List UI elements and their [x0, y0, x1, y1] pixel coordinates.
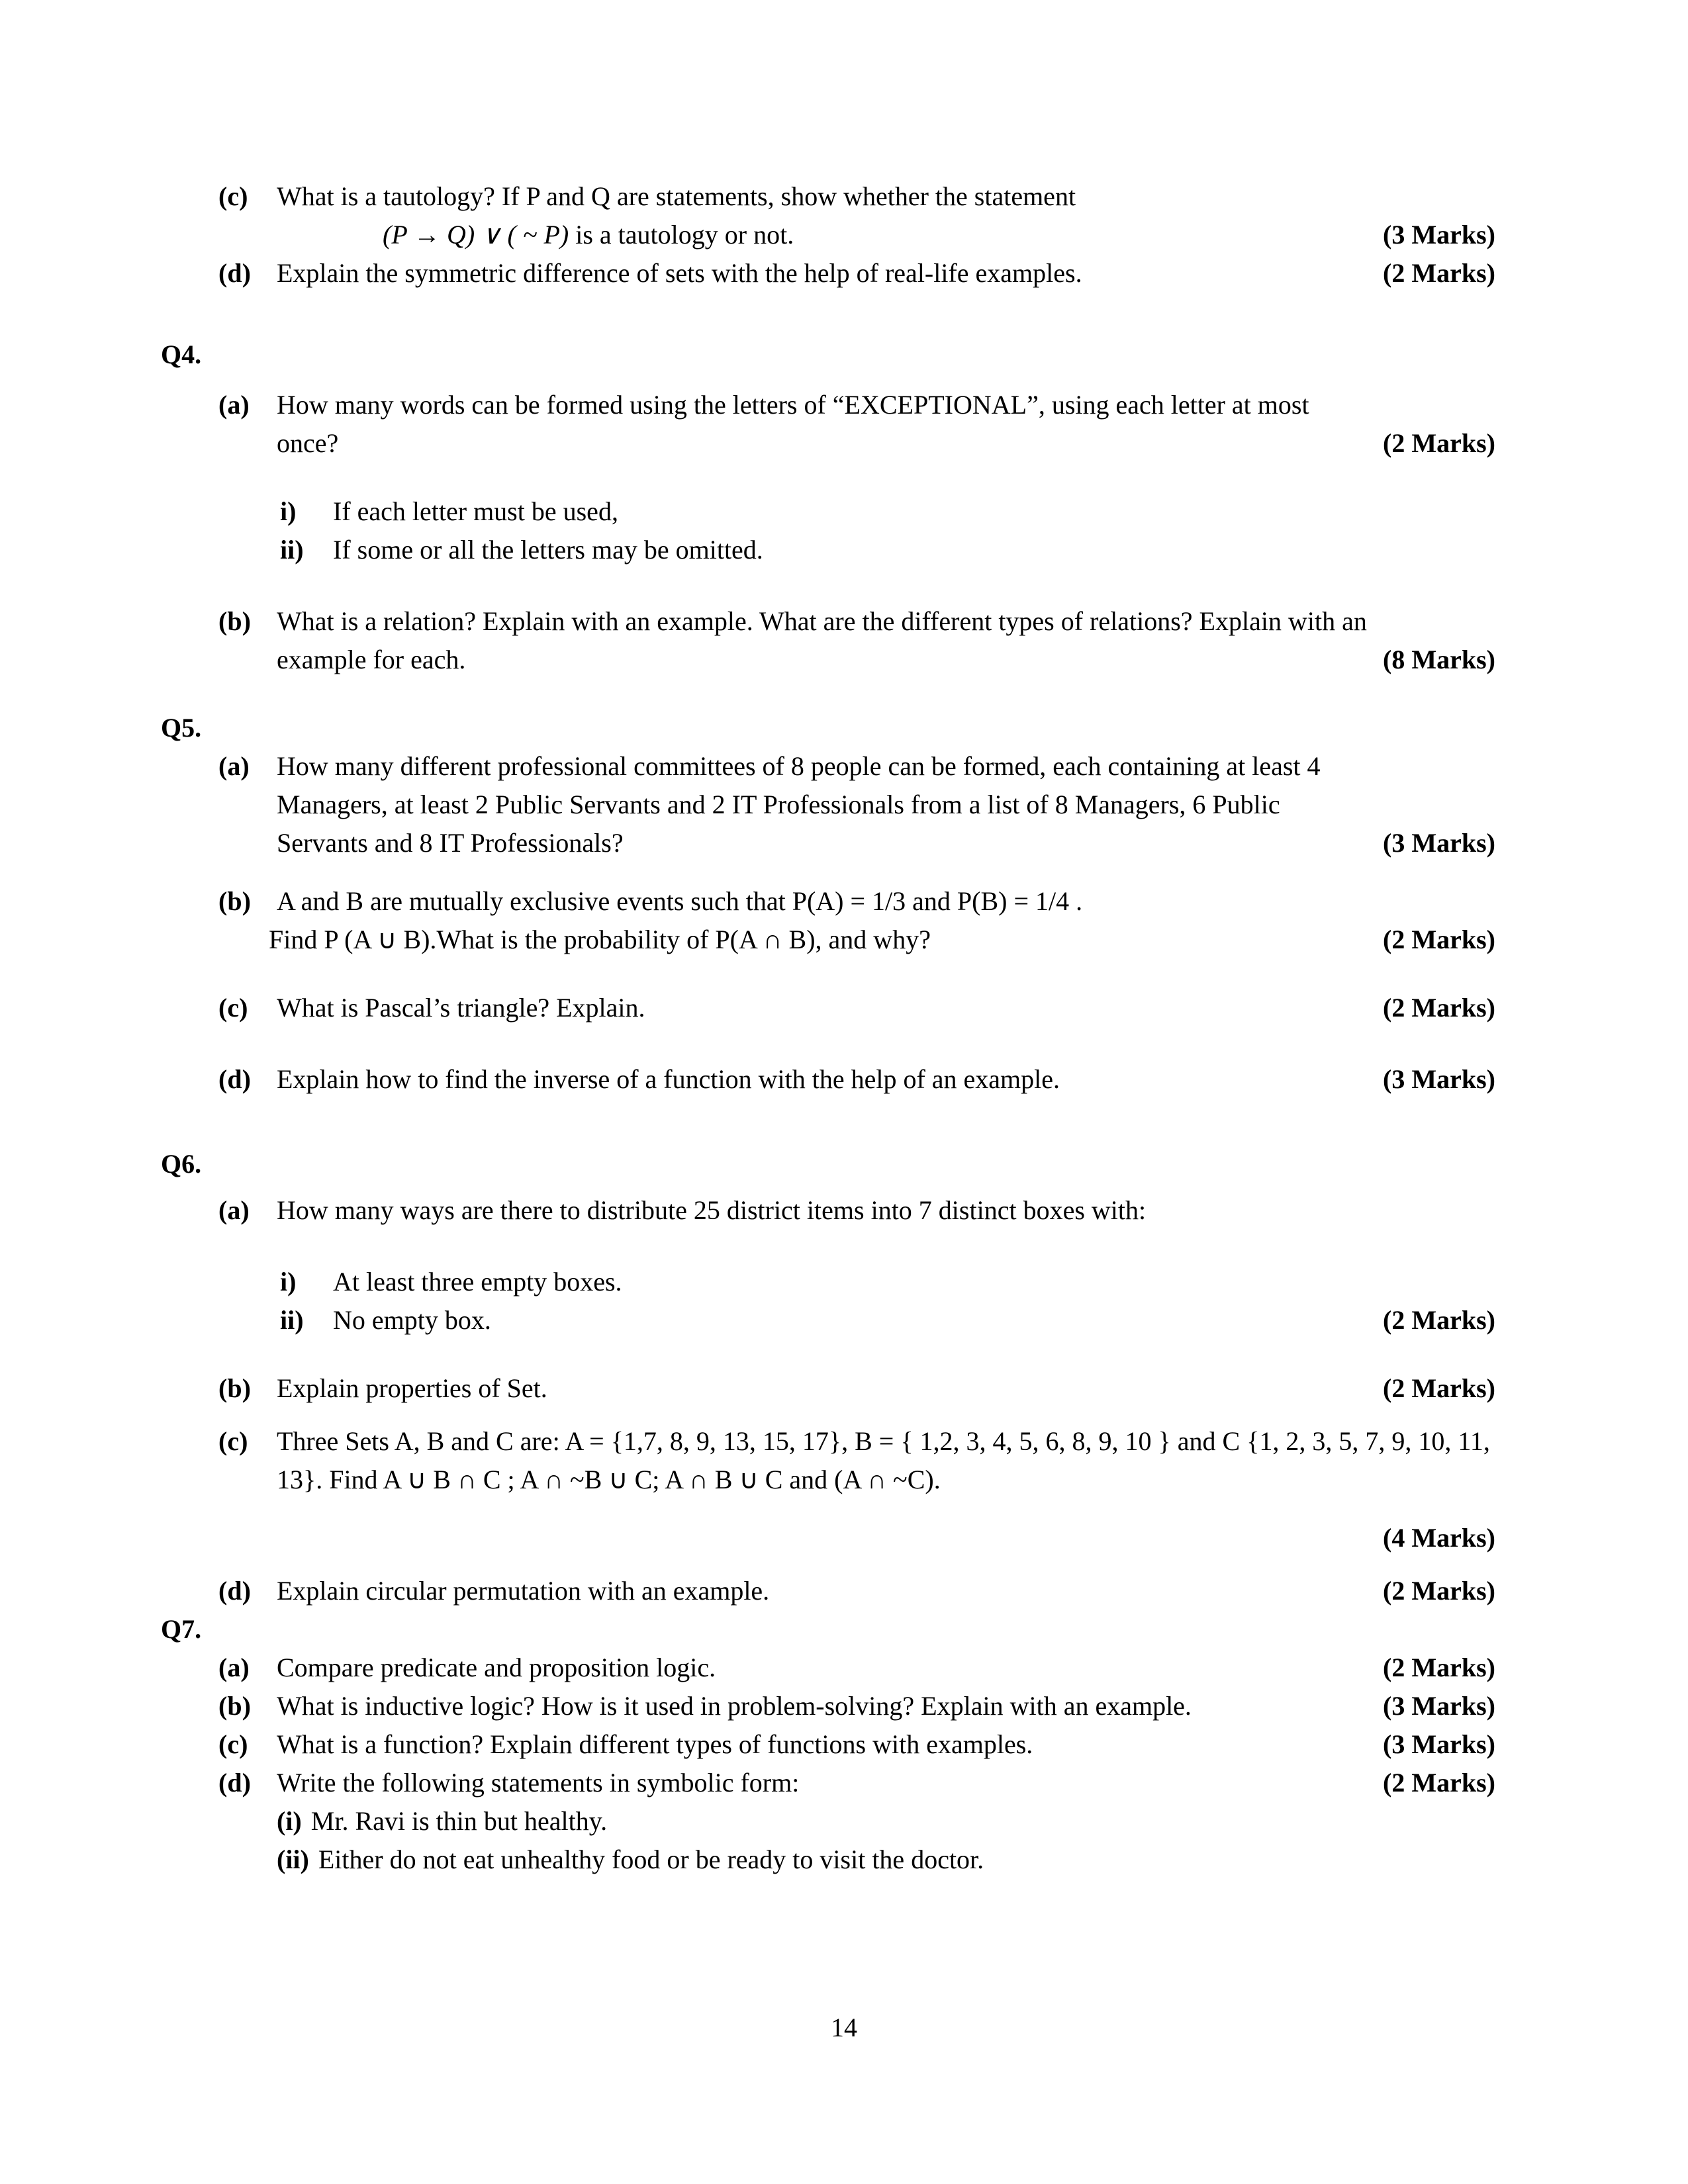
question-header-q7: Q7.	[161, 1614, 202, 1644]
marks-label: (3 Marks)	[1383, 828, 1495, 858]
marks-label: (2 Marks)	[1383, 1653, 1495, 1682]
item-label: (a)	[218, 390, 250, 420]
marks-label: (2 Marks)	[1383, 1768, 1495, 1797]
formula-tail: is a tautology or not.	[569, 220, 794, 250]
item-text: Write the following statements in symbolic form:	[277, 1768, 800, 1797]
marks-label: (8 Marks)	[1383, 645, 1495, 674]
marks-label: (4 Marks)	[1383, 1523, 1495, 1553]
item-text: Explain circular permutation with an example.	[277, 1576, 770, 1606]
item-text: Explain how to find the inverse of a function with the help of an example.	[277, 1064, 1060, 1094]
sub-item-label: (ii)	[277, 1844, 309, 1874]
sub-item-text: No empty box.	[333, 1305, 491, 1335]
question-header-q6: Q6.	[161, 1149, 202, 1179]
item-text: Explain the symmetric difference of sets with the help of real-life examples.	[277, 258, 1082, 288]
item-label: (b)	[218, 1373, 251, 1403]
item-label: (c)	[218, 1729, 248, 1759]
sub-item-text: If some or all the letters may be omitted.	[333, 535, 763, 565]
question-item-q5b	[218, 882, 1495, 959]
sub-item-label: ii)	[280, 535, 304, 565]
item-label: (a)	[218, 1195, 250, 1225]
sub-item-label: (i)	[277, 1806, 302, 1836]
question-item-c	[218, 177, 1495, 254]
page-content	[161, 177, 1495, 1879]
item-label: (b)	[218, 886, 251, 916]
item-line: What is a tautology? If P and Q are statements, show whether the statement	[277, 181, 1076, 211]
item-label: (d)	[218, 1576, 251, 1606]
item-text: What is a function? Explain different types of functions with examples.	[277, 1729, 1033, 1759]
question-item-q6d	[218, 1572, 1495, 1610]
marks-label: (3 Marks)	[1383, 220, 1495, 250]
item-label: (d)	[218, 258, 251, 288]
question-item-q4b	[218, 602, 1495, 679]
question-header-q4: Q4.	[161, 340, 202, 369]
question-item-q7a	[218, 1649, 1495, 1687]
marks-label: (2 Marks)	[1383, 1576, 1495, 1606]
marks-label: (2 Marks)	[1383, 925, 1495, 954]
item-text: Three Sets A, B and C are: A = {1,7, 8, 9, 13, 15, 17}, B = { 1,2, 3, 4, 5, 6, 8, 9, 10 } and C {1, 2, 3, 5, 7, 9, 10, 11, 13}. Find A ∪ B ∩ C ; A ∩ ~B ∪ C; A ∩ B ∪ C and (A ∩ ~C).	[277, 1426, 1490, 1494]
item-label: (d)	[218, 1064, 251, 1094]
item-text	[269, 882, 1367, 959]
item-text: How many ways are there to distribute 25 district items into 7 distinct boxes with:	[277, 1195, 1147, 1225]
marks-label: (2 Marks)	[1383, 1305, 1495, 1335]
formula-expression: (P → Q) ∨ ( ~ P)	[383, 220, 569, 250]
item-text	[277, 177, 1367, 254]
sub-item-text: Either do not eat unhealthy food or be ready to visit the doctor.	[318, 1844, 984, 1874]
item-label: (c)	[218, 993, 248, 1023]
sub-item-q7d-i	[277, 1802, 1495, 1841]
sub-item-label: ii)	[280, 1305, 304, 1335]
question-item-q7d	[218, 1764, 1495, 1802]
formula-line	[383, 216, 1367, 254]
sub-item-q7d-ii	[277, 1841, 1495, 1879]
question-item-d	[218, 254, 1495, 293]
marks-row-q6c	[161, 1519, 1495, 1557]
item-label: (a)	[218, 751, 250, 781]
marks-label: (2 Marks)	[1383, 258, 1495, 288]
question-item-q7b	[218, 1687, 1495, 1725]
sub-item-text: Mr. Ravi is thin but healthy.	[310, 1806, 608, 1836]
marks-label: (2 Marks)	[1383, 428, 1495, 458]
sub-item-q4a-i	[280, 492, 1495, 531]
marks-label: (2 Marks)	[1383, 993, 1495, 1023]
item-label: (b)	[218, 606, 251, 636]
item-label: (d)	[218, 1768, 251, 1797]
question-item-q4a	[218, 386, 1495, 463]
item-text: What is Pascal’s triangle? Explain.	[277, 993, 645, 1023]
question-item-q6c	[218, 1422, 1495, 1499]
page-number: 14	[831, 2013, 857, 2042]
marks-label: (3 Marks)	[1383, 1729, 1495, 1759]
item-text: Explain properties of Set.	[277, 1373, 547, 1403]
item-text: What is inductive logic? How is it used in problem-solving? Explain with an example.	[277, 1691, 1192, 1721]
marks-label: (3 Marks)	[1383, 1691, 1495, 1721]
sub-item-text: At least three empty boxes.	[333, 1267, 622, 1297]
item-line: Find P (A ∪ B).What is the probability of P(A ∩ B), and why?	[269, 925, 931, 954]
question-header-q5: Q5.	[161, 713, 202, 743]
sub-item-label: i)	[280, 1267, 297, 1297]
item-label: (c)	[218, 181, 248, 211]
sub-item-q6a-i	[280, 1263, 1495, 1301]
item-label: (a)	[218, 1653, 250, 1682]
item-label: (b)	[218, 1691, 251, 1721]
item-text: Compare predicate and proposition logic.	[277, 1653, 716, 1682]
item-text: How many words can be formed using the letters of “EXCEPTIONAL”, using each letter at most once?	[277, 390, 1309, 458]
sub-item-q6a-ii	[280, 1301, 1495, 1340]
question-item-q6b	[218, 1369, 1495, 1408]
sub-item-q4a-ii	[280, 531, 1495, 569]
question-item-q5c	[218, 989, 1495, 1027]
item-line: A and B are mutually exclusive events such that P(A) = 1/3 and P(B) = 1/4 .	[277, 886, 1083, 916]
marks-label: (2 Marks)	[1383, 1373, 1495, 1403]
item-text: What is a relation? Explain with an example. What are the different types of relations? Explain with an example for each.	[277, 606, 1367, 674]
question-item-q7c	[218, 1725, 1495, 1764]
question-item-q6a	[218, 1191, 1495, 1230]
item-text: How many different professional committees of 8 people can be formed, each containing at least 4 Managers, at least 2 Public Servants and 2 IT Professionals from a list of 8 Managers, 6 Public Servants and 8 IT Professionals?	[277, 751, 1321, 858]
marks-label: (3 Marks)	[1383, 1064, 1495, 1094]
sub-item-label: i)	[280, 496, 297, 526]
sub-item-text: If each letter must be used,	[333, 496, 618, 526]
question-item-q5d	[218, 1060, 1495, 1099]
question-item-q5a	[218, 747, 1495, 862]
item-label: (c)	[218, 1426, 248, 1456]
